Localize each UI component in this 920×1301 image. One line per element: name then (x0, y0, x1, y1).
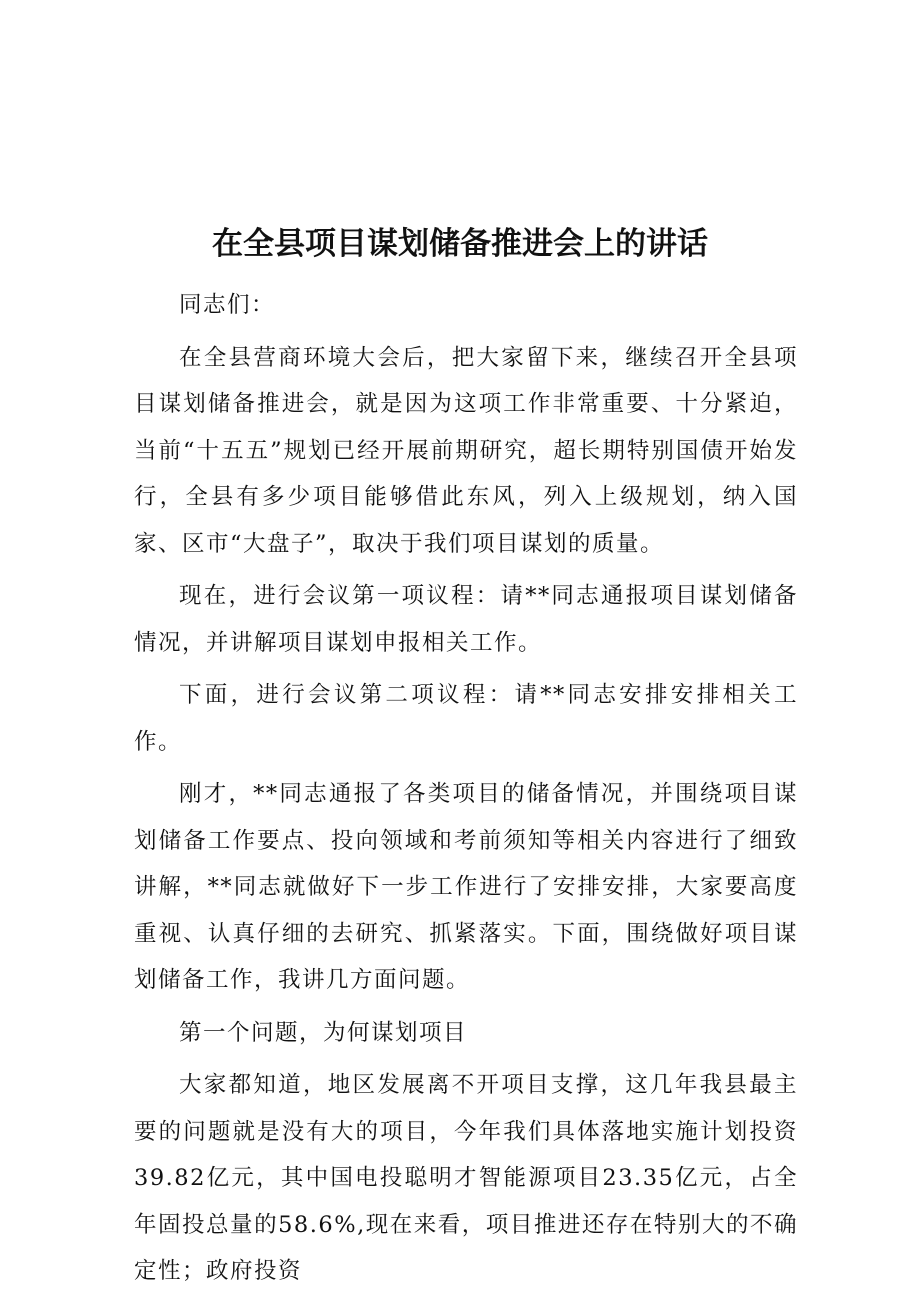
paragraph-summary: 刚才，**同志通报了各类项目的储备情况，并围绕项目谋划储备工作要点、投向领域和考前须知等相关内容进行了细致讲解，**同志就做好下一步工作进行了安排安排，大家要高度重视、认真仔细的去研究、抓紧落实。下面，围绕做好项目谋划储备工作，我讲几方面问题。 (134, 781, 798, 993)
document-body (134, 282, 798, 1301)
paragraph-intro: 在全县营商环境大会后，把大家留下来，继续召开全县项目谋划储备推进会，就是因为这项工作非常重要、十分紧迫，当前“十五五”规划已经开展前期研究，超长期特别国债开始发行，全县有多少项目能够借此东风，列入上级规划，纳入国家、区市“大盘子”，取决于我们项目谋划的质量。 (134, 344, 798, 557)
paragraph-section-1: 大家都知道，地区发展离不开项目支撑，这几年我县最主要的问题就是没有大的项目，今年我们具体落地实施计划投资39.82亿元，其中国电投聪明才智能源项目23.35亿元，占全年固投总量的58.6%,现在来看，项目推进还存在特别大的不确定性；政府投资 (134, 1072, 798, 1284)
section-heading-1: 第一个问题，为何谋划项目 (179, 1019, 468, 1046)
paragraph-agenda-1: 现在，进行会议第一项议程：请**同志通报项目谋划储备情况，并讲解项目谋划申报相关工作。 (134, 583, 798, 656)
salutation: 同志们： (179, 292, 276, 318)
document-title: 在全县项目谋划储备推进会上的讲话 (212, 226, 708, 262)
paragraph-agenda-2: 下面，进行会议第二项议程：请**同志安排安排相关工作。 (134, 682, 798, 755)
